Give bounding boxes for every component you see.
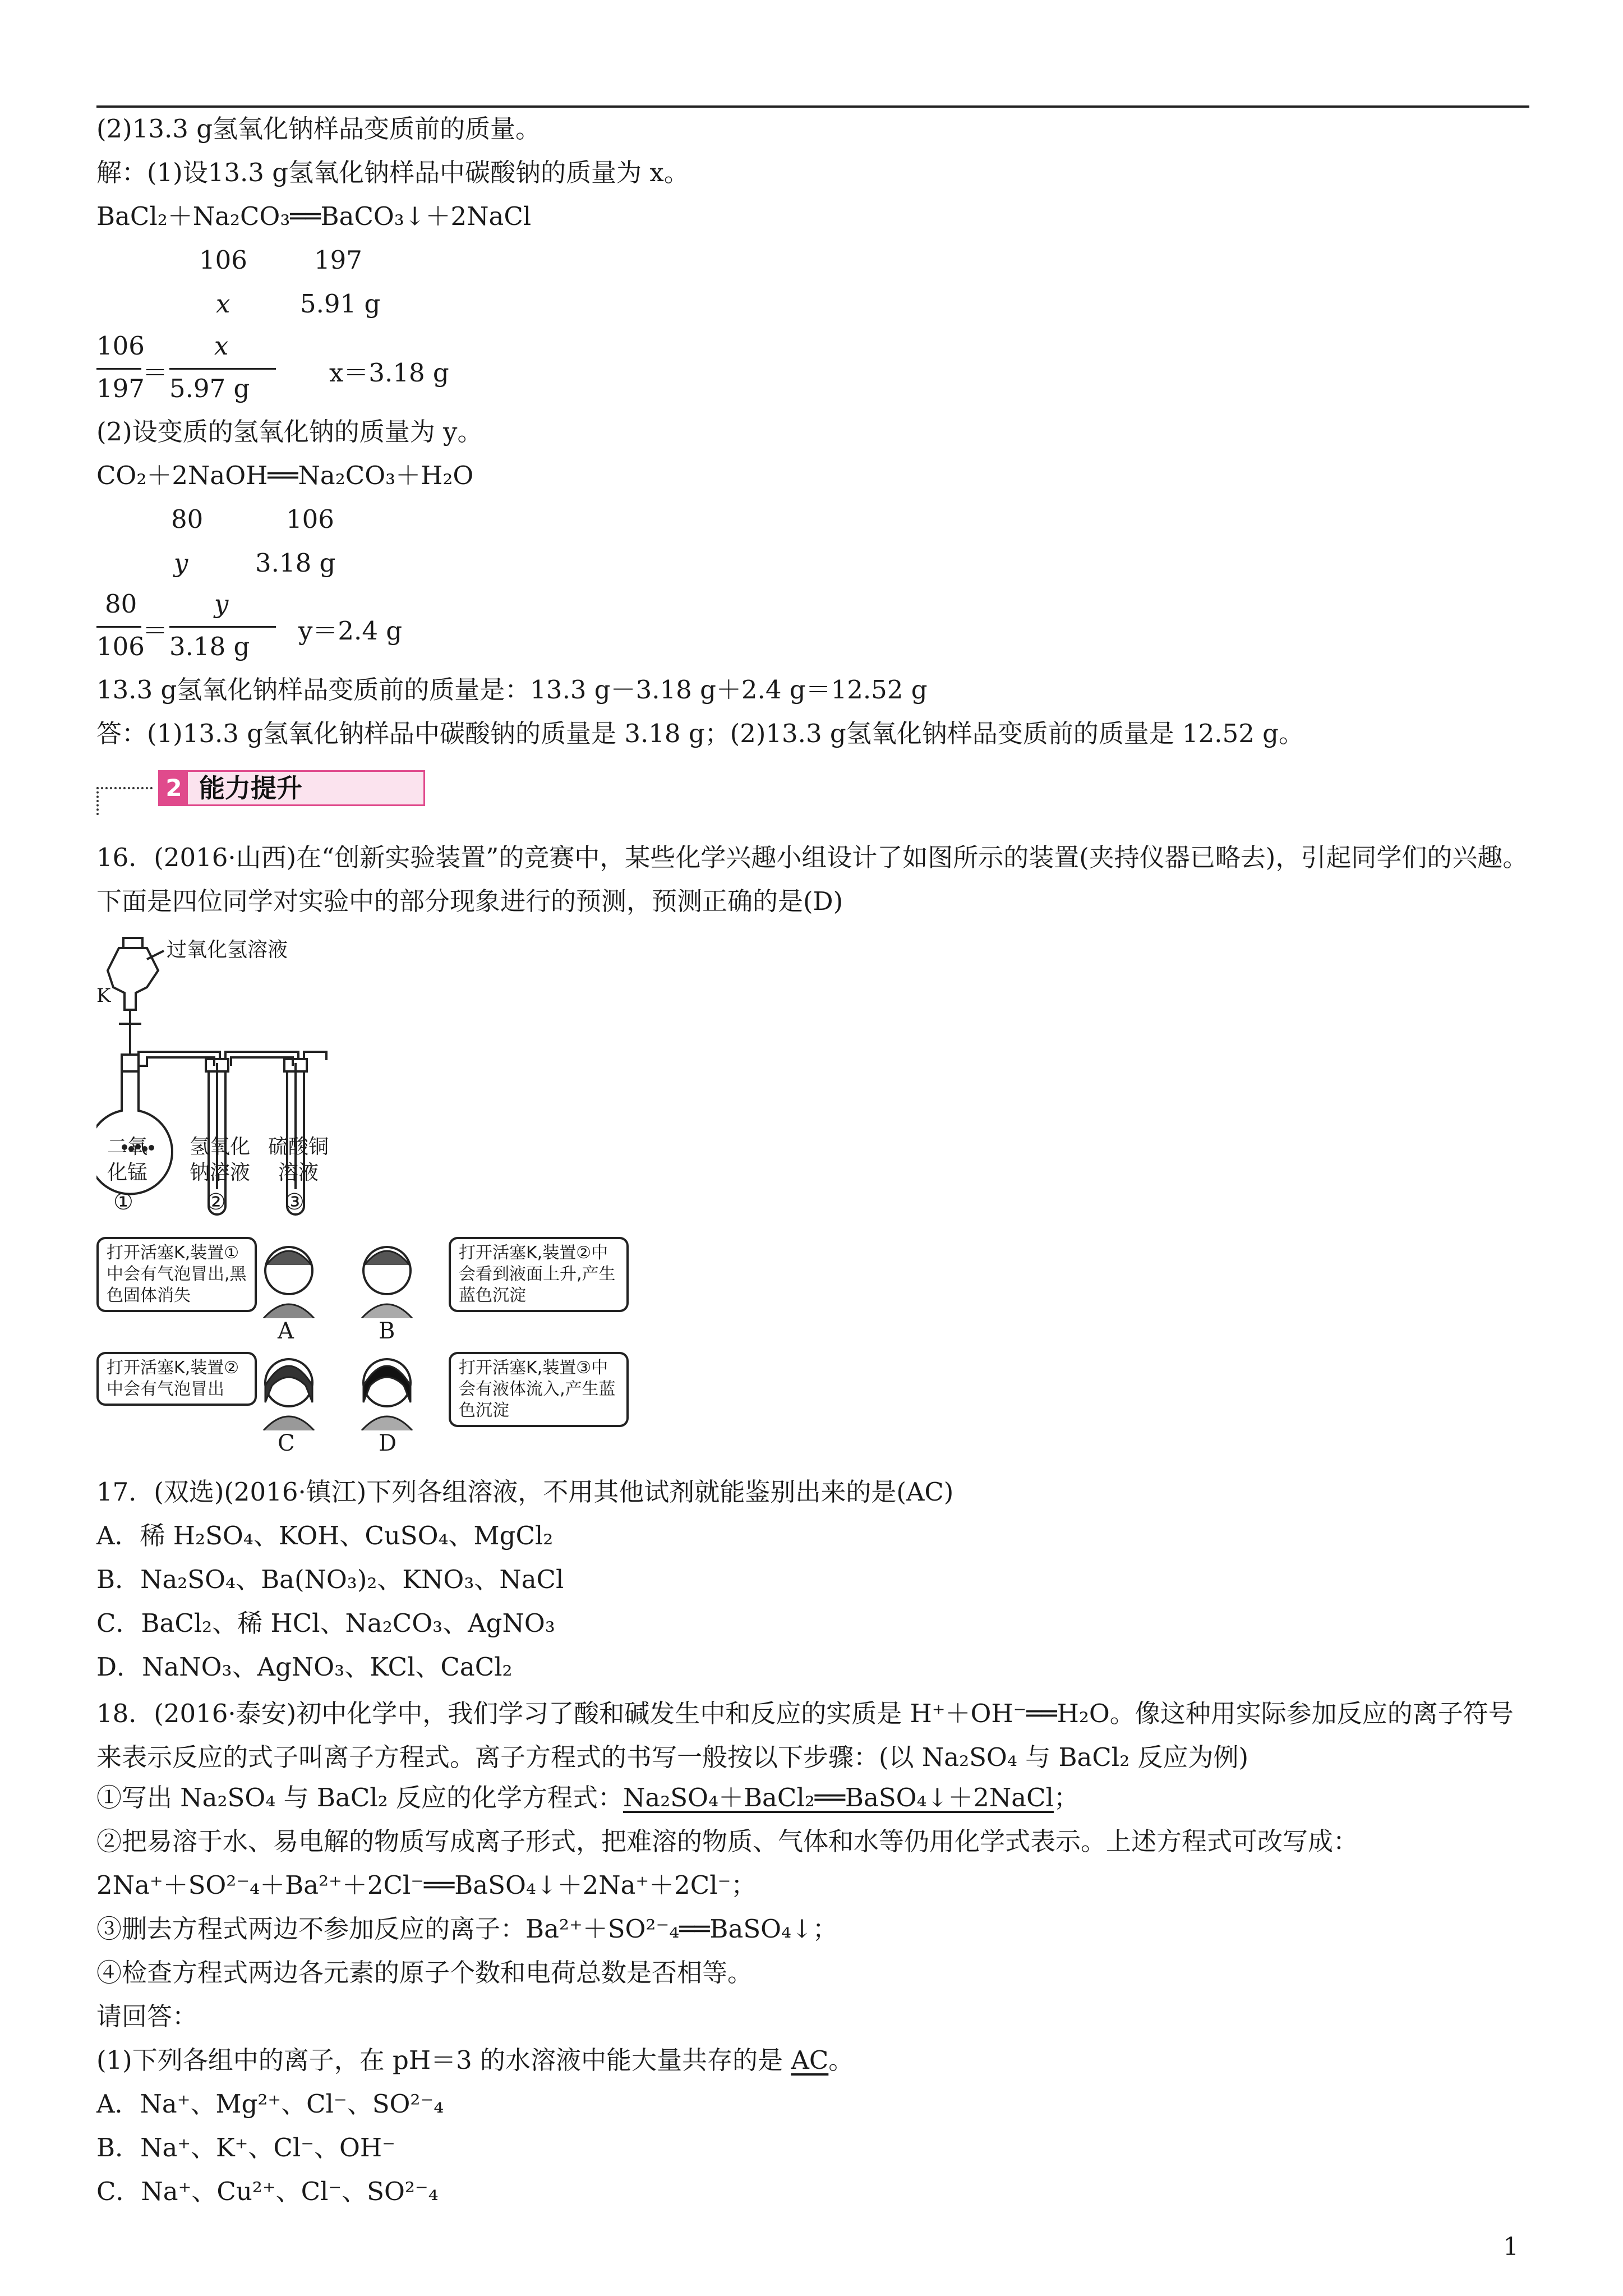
- fraction-denominator: 106: [96, 632, 145, 661]
- molar-mass-naco3: 106: [199, 245, 247, 275]
- sub-question-1-option-b: B．Na⁺、K⁺、Cl⁻、OH⁻: [96, 2133, 395, 2162]
- top-reagent-label: 过氧化氢溶液: [167, 938, 288, 961]
- please-answer: 请回答：: [96, 2001, 198, 2031]
- solution-line-7: (2)设变质的氢氧化钠的质量为 y。: [96, 417, 483, 447]
- flask-reagent-label: 二氧化锰: [107, 1135, 147, 1184]
- molar-mass-baco3: 197: [314, 245, 362, 275]
- step-2-equation: 2Na⁺＋SO²⁻₄＋Ba²⁺＋2Cl⁻══BaSO₄↓＋2Na⁺＋2Cl⁻；: [96, 1870, 757, 1900]
- tube-2-reagent-label: 氢氧化钠溶液: [189, 1135, 250, 1184]
- sub-question-1-option-c: C．Na⁺、Cu²⁺、Cl⁻、SO²⁻₄: [96, 2177, 439, 2206]
- equals-sign: ＝: [142, 616, 168, 646]
- solution-line-12: 13.3 g氢氧化钠样品变质前的质量是：13.3 g－3.18 g＋2.4 g＝12.52 g: [96, 675, 928, 705]
- step-1-prefix: ①写出 Na₂SO₄ 与 BaCl₂ 反应的化学方程式：: [96, 1783, 623, 1812]
- result-x: x＝3.18 g: [329, 358, 449, 388]
- sub-question-1-option-a: A．Na⁺、Mg²⁺、Cl⁻、SO²⁻₄: [96, 2089, 444, 2119]
- fraction-numerator: 106: [96, 331, 145, 361]
- step-3: ③删去方程式两边不参加反应的离子：Ba²⁺＋SO²⁻₄══BaSO₄↓；: [96, 1914, 838, 1944]
- student-label-d: D: [379, 1430, 397, 1456]
- molar-mass-naoh: 80: [171, 504, 204, 534]
- section-title: 能力提升: [199, 773, 302, 803]
- answer-line: 答：(1)13.3 g氢氧化钠样品中碳酸钠的质量是 3.18 g；(2)13.3 g氢氧化钠样品变质前的质量是 12.52 g。: [96, 719, 1304, 748]
- apparatus-number-3: ③: [284, 1189, 305, 1215]
- solution-line-2: 解：(1)设13.3 g氢氧化钠样品中碳酸钠的质量为 x。: [96, 158, 689, 187]
- fraction-denominator: 3.18 g: [169, 632, 250, 661]
- fraction-denominator: 197: [96, 374, 145, 403]
- page-number: 1: [1503, 2233, 1519, 2261]
- student-a-bubble: 打开活塞K,装置①中会有气泡冒出,黑色固体消失: [96, 1237, 257, 1312]
- student-b-avatar: [353, 1240, 421, 1318]
- apparatus-number-1: ①: [113, 1189, 133, 1215]
- section-number-badge: 2: [160, 772, 188, 804]
- step-1-suffix: ；: [1053, 1783, 1079, 1812]
- student-label-b: B: [379, 1318, 395, 1344]
- step-4: ④检查方程式两边各元素的原子个数和电荷总数是否相等。: [96, 1958, 753, 1987]
- student-b-bubble: 打开活塞K,装置②中会看到液面上升,产生蓝色沉淀: [449, 1237, 629, 1312]
- equals-sign: ＝: [142, 358, 168, 388]
- molar-mass-na2co3: 106: [286, 504, 334, 534]
- sub-question-1-answer: AC: [791, 2045, 829, 2075]
- question-17-option-a: A．稀 H₂SO₄、KOH、CuSO₄、MgCl₂: [96, 1521, 554, 1550]
- student-a-avatar: [255, 1240, 322, 1318]
- fraction-numerator: 80: [105, 589, 137, 619]
- apparatus-number-2: ②: [206, 1189, 226, 1215]
- sub-question-1: [96, 2044, 854, 2077]
- unknown-x: x: [216, 289, 230, 319]
- student-label-a: A: [278, 1318, 294, 1344]
- student-label-c: C: [278, 1430, 295, 1456]
- step-2: ②把易溶于水、易电解的物质写成离子形式，把难溶的物质、气体和水等仍用化学式表示。上述方程式可改写成：: [96, 1826, 1359, 1856]
- fraction-numerator: y: [214, 589, 229, 619]
- student-d-bubble: 打开活塞K,装置③中会有液体流入,产生蓝色沉淀: [449, 1352, 629, 1427]
- student-d-avatar: [353, 1352, 421, 1430]
- equation-2: CO₂＋2NaOH══Na₂CO₃＋H₂O: [96, 461, 474, 490]
- fraction-denominator: 5.97 g: [169, 374, 250, 403]
- sub-question-1-prefix: (1)下列各组中的离子，在 pH＝3 的水溶液中能大量共存的是: [96, 2045, 783, 2075]
- question-17-option-c: C．BaCl₂、稀 HCl、Na₂CO₃、AgNO₃: [96, 1608, 555, 1638]
- valve-k-label: K: [96, 984, 111, 1007]
- question-17-option-d: D．NaNO₃、AgNO₃、KCl、CaCl₂: [96, 1652, 513, 1682]
- unknown-y: y: [174, 548, 188, 578]
- apparatus-figure: [96, 926, 388, 1231]
- question-17-stem: 17．(双选)(2016·镇江)下列各组溶液，不用其他试剂就能鉴别出来的是(AC): [96, 1477, 954, 1507]
- equation-1: BaCl₂＋Na₂CO₃══BaCO₃↓＋2NaCl: [96, 201, 532, 231]
- mass-baco3: 5.91 g: [300, 289, 381, 319]
- sub-question-1-suffix: 。: [828, 2045, 854, 2075]
- section-header: [96, 766, 332, 811]
- result-y: y＝2.4 g: [298, 616, 403, 646]
- step-1: [96, 1781, 1079, 1815]
- question-17-option-b: B．Na₂SO₄、Ba(NO₃)₂、KNO₃、NaCl: [96, 1565, 564, 1594]
- question-16-text: 16．(2016·山西)在“创新实验装置”的竞赛中，某些化学兴趣小组设计了如图所示的装置(夹持仪器已略去)，引起同学们的兴趣。下面是四位同学对实验中的部分现象进行的预测，预测正确的是(D): [96, 843, 1528, 916]
- tube-3-reagent-label: 硫酸铜溶液: [268, 1135, 329, 1184]
- fraction-numerator: x: [214, 331, 229, 361]
- student-c-bubble: 打开活塞K,装置②中会有气泡冒出: [96, 1352, 257, 1406]
- mass-na2co3: 3.18 g: [255, 548, 336, 578]
- student-c-avatar: [255, 1352, 322, 1430]
- solution-line-1: (2)13.3 g氢氧化钠样品变质前的质量。: [96, 114, 541, 144]
- question-18-intro: 18．(2016·泰安)初中化学中，我们学习了酸和碱发生中和反应的实质是 H⁺＋OH⁻══H₂O。像这种用实际参加反应的离子符号来表示反应的式子叫离子方程式。离子方程式的书写一般按以下步骤：(以 Na₂SO₄ 与 BaCl₂ 反应为例): [96, 1699, 1514, 1772]
- top-rule: [96, 105, 1529, 108]
- step-1-answer: Na₂SO₄＋BaCl₂══BaSO₄↓＋2NaCl: [623, 1783, 1054, 1812]
